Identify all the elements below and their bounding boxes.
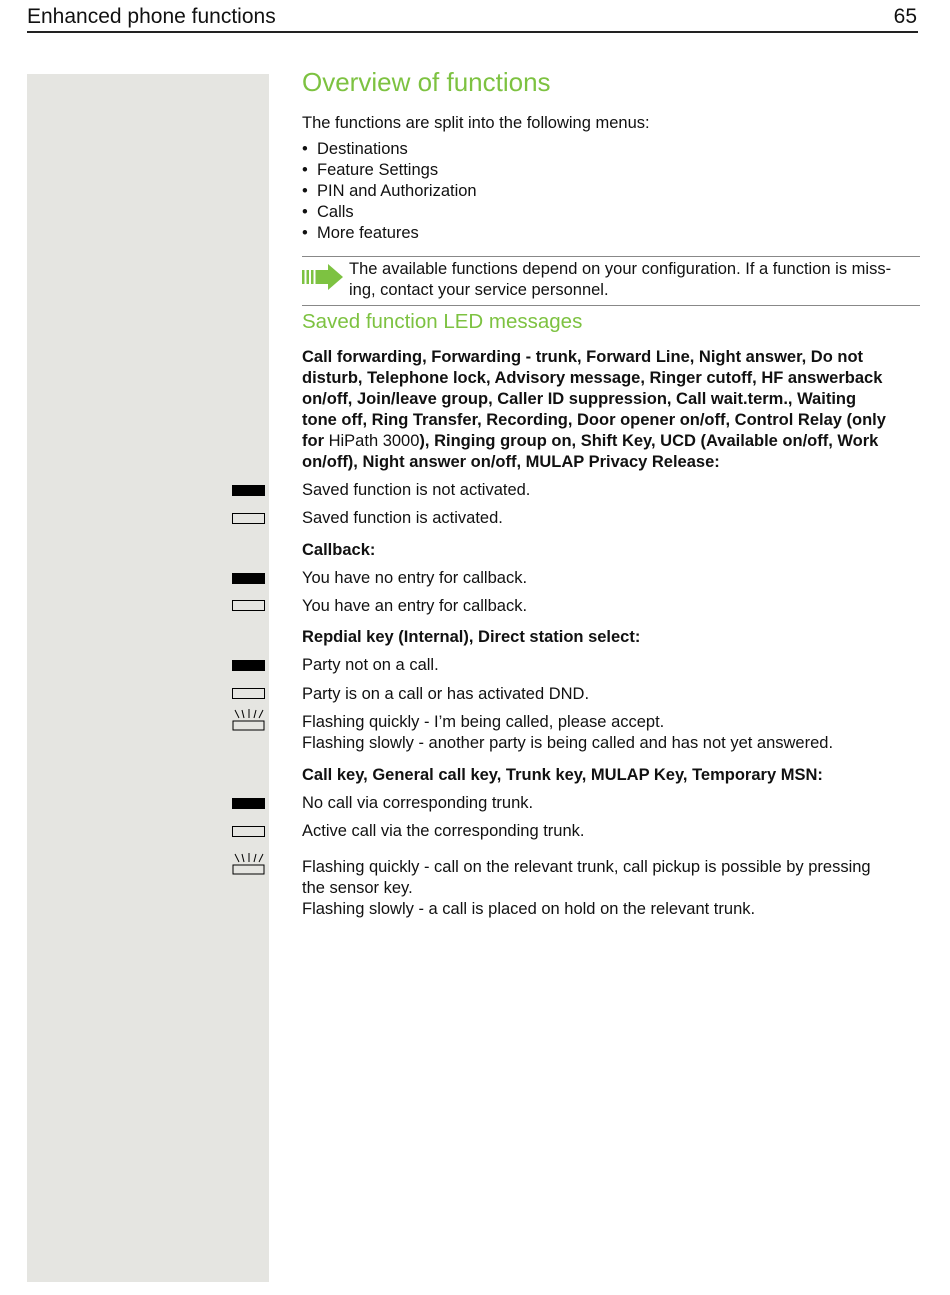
- led-solid-icon: [232, 485, 265, 496]
- led-solid-icon: [232, 573, 265, 584]
- led-description: Flashing quickly - call on the relevant trunk, call pickup is possible by pressing the sensor key. Flashing slowly - a call is placed on hold on the relevant trunk.: [302, 858, 871, 918]
- margin-column: [27, 74, 269, 1282]
- group-heading: Repdial key (Internal), Direct station select:: [302, 628, 641, 646]
- led-flashing-icon: [231, 853, 267, 877]
- led-description: Flashing quickly - I’m being called, please accept. Flashing slowly - another party is being called and has not yet answered.: [302, 713, 834, 752]
- led-flashing-icon: [231, 709, 267, 733]
- led-off-icon: [232, 688, 265, 699]
- arrow-right-icon: [302, 264, 344, 290]
- led-description: You have no entry for callback.: [302, 569, 528, 587]
- header-divider: [27, 31, 918, 33]
- group-heading: Callback:: [302, 541, 376, 559]
- page-number: 65: [893, 5, 917, 28]
- led-description: No call via corresponding trunk.: [302, 794, 534, 812]
- note-text: The available functions depend on your configuration. If a function is miss- ing, contact your service personnel.: [349, 260, 892, 299]
- section-title: Saved function LED messages: [302, 310, 583, 333]
- led-description: You have an entry for callback.: [302, 597, 528, 615]
- list-item: • Destinations: [302, 140, 408, 158]
- led-off-icon: [232, 600, 265, 611]
- led-description: Saved function is activated.: [302, 509, 503, 527]
- led-solid-icon: [232, 660, 265, 671]
- led-description: Active call via the corresponding trunk.: [302, 822, 585, 840]
- list-item: • Feature Settings: [302, 161, 439, 179]
- led-off-icon: [232, 826, 265, 837]
- note-top-divider: [302, 256, 920, 257]
- led-description: Party is on a call or has activated DND.: [302, 685, 590, 703]
- group-heading: Call key, General call key, Trunk key, MULAP Key, Temporary MSN:: [302, 766, 823, 784]
- header-title: Enhanced phone functions: [27, 5, 276, 28]
- list-item: • More features: [302, 224, 419, 242]
- group-heading: Call forwarding, Forwarding - trunk, Forward Line, Night answer, Do not disturb, Telephone lock, Advisory message, Ringer cutoff, HF answerback on/off, Join/leave group, Caller ID suppression, Call wait.term., Waiting tone off, Ring Transfer, Recording, Door opener on/off, Control Relay (only for HiPath 3000), Ringing group on, Shift Key, UCD (Available on/off, Work on/off), Night answer on/off, MULAP Privacy Release:: [302, 348, 886, 471]
- led-off-icon: [232, 513, 265, 524]
- intro-text: The functions are split into the following menus:: [302, 114, 650, 132]
- led-solid-icon: [232, 798, 265, 809]
- list-item: • Calls: [302, 203, 354, 221]
- led-description: Saved function is not activated.: [302, 481, 531, 499]
- note-bottom-divider: [302, 305, 920, 306]
- list-item: • PIN and Authorization: [302, 182, 477, 200]
- led-description: Party not on a call.: [302, 656, 439, 674]
- page-title: Overview of functions: [302, 67, 551, 97]
